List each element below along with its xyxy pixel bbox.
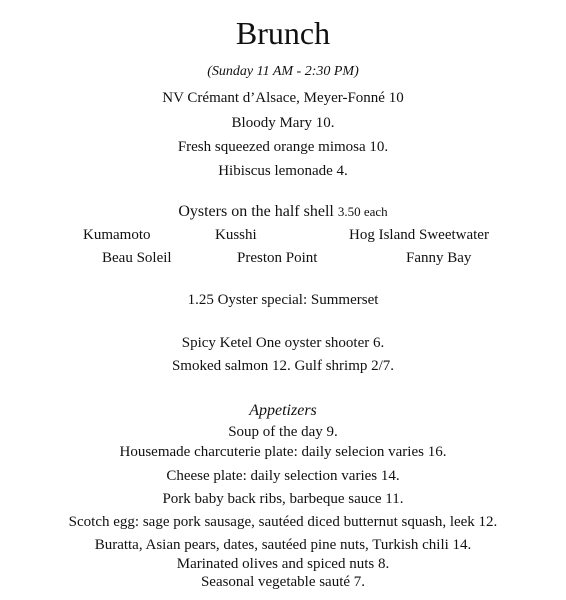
drink-item: NV Crémant d’Alsace, Meyer-Fonné 10 bbox=[162, 90, 404, 106]
oyster-variety: Fanny Bay bbox=[406, 250, 472, 266]
oyster-variety: Preston Point bbox=[237, 250, 318, 266]
appetizer-item: Marinated olives and spiced nuts 8. bbox=[176, 556, 390, 572]
oyster-variety: Kumamoto bbox=[83, 227, 151, 243]
oysters-price: 3.50 each bbox=[337, 204, 388, 219]
appetizer-item: Seasonal vegetable sauté 7. bbox=[200, 574, 366, 590]
shooter-item: Spicy Ketel One oyster shooter 6. bbox=[181, 335, 385, 351]
oyster-variety: Hog Island Sweetwater bbox=[349, 227, 489, 243]
appetizer-item: Housemade charcuterie plate: daily selecion varies 16. bbox=[119, 444, 447, 460]
appetizer-item: Buratta, Asian pears, dates, sautéed pine nuts, Turkish chili 14. bbox=[94, 537, 472, 553]
oyster-special-lead: 1.25 Oyster special: bbox=[187, 292, 308, 308]
drink-item: Hibiscus lemonade 4. bbox=[218, 163, 348, 179]
appetizer-item: Pork baby back ribs, barbeque sauce 11. bbox=[162, 491, 404, 507]
appetizers-heading: Appetizers bbox=[249, 402, 317, 419]
appetizer-item: Scotch egg: sage pork sausage, sautéed diced butternut squash, leek 12. bbox=[68, 514, 498, 530]
menu-title: Brunch bbox=[235, 15, 331, 51]
shooter-item: Smoked salmon 12. Gulf shrimp 2/7. bbox=[171, 358, 395, 374]
appetizer-item: Cheese plate: daily selection varies 14. bbox=[166, 468, 400, 484]
service-hours: (Sunday 11 AM - 2:30 PM) bbox=[207, 64, 359, 79]
oyster-variety: Kusshi bbox=[215, 227, 257, 243]
oyster-special bbox=[0, 291, 566, 309]
appetizer-item: Soup of the day 9. bbox=[228, 424, 338, 440]
drink-item: Bloody Mary 10. bbox=[231, 115, 335, 131]
oyster-special-name: Summerset bbox=[310, 292, 379, 308]
drink-item: Fresh squeezed orange mimosa 10. bbox=[177, 139, 389, 155]
oysters-heading bbox=[0, 203, 566, 221]
oyster-variety: Beau Soleil bbox=[102, 250, 172, 266]
oysters-heading-text: Oysters on the half shell bbox=[178, 203, 334, 220]
